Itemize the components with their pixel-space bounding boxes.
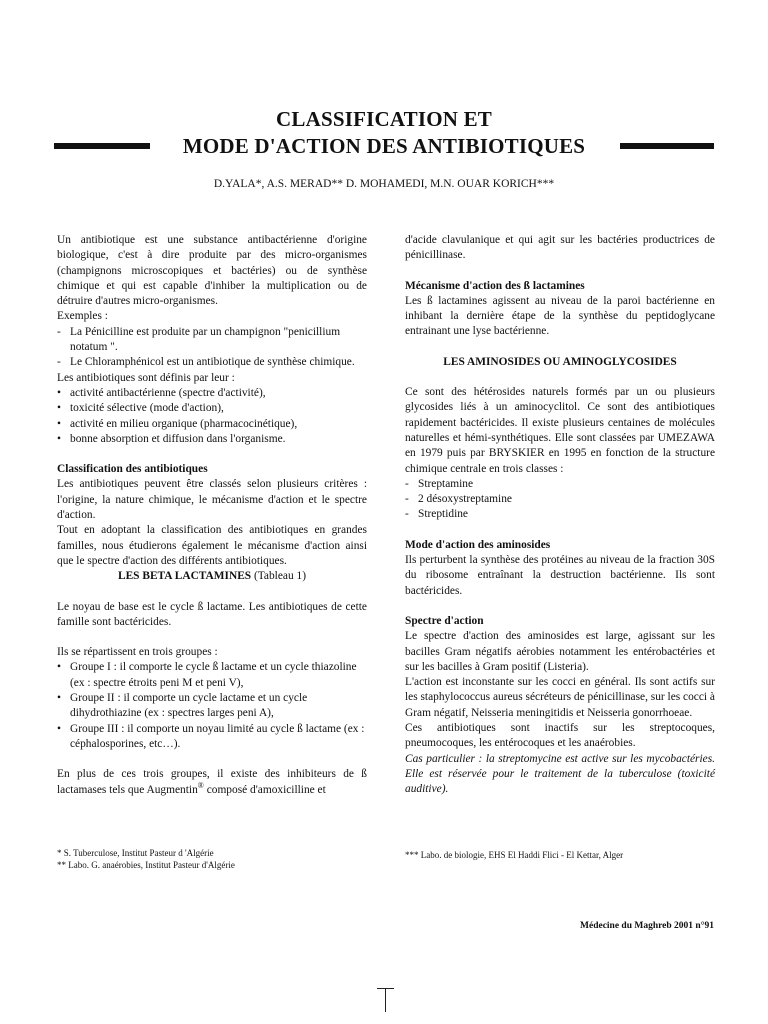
list-item: • toxicité sélective (mode d'action), [57, 401, 367, 416]
crop-mark [377, 988, 394, 989]
list-item: • Groupe III : il comporte un noyau limité au cycle ß lactame (ex : céphalosporines, etc…). [57, 722, 367, 753]
right-column [405, 233, 715, 798]
left-column [57, 233, 367, 798]
registered-mark: ® [197, 780, 204, 790]
inhibitors-paragraph [57, 767, 367, 798]
list-item: • Groupe II : il comporte un cycle lactame et un cycle dihydrothiazine (ex : spectres larges peni A), [57, 691, 367, 722]
spectre-heading: Spectre d'action [405, 614, 484, 627]
mechanism-paragraph: Les ß lactamines agissent au niveau de la paroi bactérienne en inhibant la dernière étape de la synthèse du peptidoglycane entrainant une lyse bactérienne. [405, 294, 715, 338]
spectre-paragraph-1: Le spectre d'action des aminosides est large, agissant sur les bacilles Gram négatifs aérobies notamment les entérobactéries et sur les bacilles à Gram positif (Listeria). [405, 630, 715, 673]
mode-paragraph: Ils perturbent la synthèse des protéines au niveau de la fraction 30S du ribosome entraînant la destruction bactérienne. Ils sont bactéricides. [405, 554, 715, 597]
classes-list [405, 477, 715, 523]
footnote-left-2: ** Labo. G. anaérobies, Institut Pasteur d'Algérie [57, 860, 235, 870]
defined-intro: Les antibiotiques sont définis par leur : [57, 371, 235, 384]
mode-heading: Mode d'action des aminosides [405, 538, 551, 551]
footnote-right-1: *** Labo. de biologie, EHS El Haddi Flici - El Kettar, Alger [405, 850, 624, 860]
classification-paragraph-1: Les antibiotiques peuvent être classés selon plusieurs critères : l'origine, la nature chimique, le mécanisme d'action et le spectre d'action. [57, 478, 367, 522]
list-item: - Le Chloramphénicol est un antibiotique de synthèse chimique. [57, 355, 367, 370]
intro-paragraph: Un antibiotique est une substance antibactérienne d'origine biologique, c'est à dire produite par des micro-organismes (champignons microscopiques et bactéries) ou de synthèse chimique et qui est capable d'inhiber la multiplication ou de détruire d'autres micro-organismes. [57, 234, 367, 308]
list-item: • Groupe I : il comporte le cycle ß lactame et un cycle thiazoline (ex : spectre étroits peni M et peni V), [57, 660, 367, 691]
title-rule-left [54, 143, 150, 149]
list-item: • activité en milieu organique (pharmacocinétique), [57, 417, 367, 432]
defined-list [57, 386, 367, 447]
classification-paragraph-2: Tout en adoptant la classification des antibiotiques en grandes familles, nous étudierons également le mécanisme d'action ainsi que le spectre d'action des différents antibiotiques. [57, 524, 367, 567]
groups-list [57, 660, 367, 752]
examples-label: Exemples : [57, 310, 108, 323]
groups-intro: Ils se répartissent en trois groupes : [57, 646, 218, 659]
mechanism-heading: Mécanisme d'action des ß lactamines [405, 279, 585, 292]
list-item: • bonne absorption et diffusion dans l'organisme. [57, 432, 367, 447]
journal-reference: Médecine du Maghreb 2001 n°91 [580, 921, 714, 931]
continuation-paragraph: d'acide clavulanique et qui agit sur les bactéries productrices de pénicillinase. [405, 234, 715, 262]
classification-heading: Classification des antibiotiques [57, 463, 208, 476]
aminosides-heading: LES AMINOSIDES OU AMINOGLYCOSIDES [443, 355, 677, 368]
title-line-1: CLASSIFICATION ET [276, 107, 492, 131]
authors: D.YALA*, A.S. MERAD** D. MOHAMEDI, M.N. OUAR KORICH*** [213, 178, 555, 190]
beta-heading-ref: (Tableau 1) [251, 570, 306, 583]
spectre-paragraph-3: Ces antibiotiques sont inactifs sur les streptocoques, pneumocoques, les entérocoques et les anaérobies. [405, 722, 715, 750]
crop-mark [385, 988, 386, 1012]
list-item: - 2 désoxystreptamine [405, 492, 715, 507]
list-item: - Streptidine [405, 507, 715, 522]
title-rule-right [620, 143, 714, 149]
list-item: - Streptamine [405, 477, 715, 492]
beta-heading-title: LES BETA LACTAMINES [117, 570, 252, 583]
footnote-left-1: * S. Tuberculose, Institut Pasteur d 'Algérie [57, 848, 214, 858]
examples-list [57, 325, 367, 371]
beta-paragraph: Le noyau de base est le cycle ß lactame. Les antibiotiques de cette famille sont bactéricides. [57, 600, 367, 628]
inhibitors-text-start: En plus de ces trois groupes, il existe des inhibiteurs de ß lactamases tels que Augmentin [57, 768, 367, 796]
beta-heading [57, 569, 367, 584]
inhibitors-text-end: composé d'amoxicilline et [203, 783, 326, 796]
spectre-paragraph-2: L'action est inconstante sur les cocci en général. Ils sont actifs sur les staphylococcus aureus sécréteurs de pénicillinase, sur les cocci à Gram négatif, Neisseria meningitidis et Neisseria gonorrhoeae. [405, 676, 715, 719]
list-item: - La Pénicilline est produite par un champignon "penicillium notatum ". [57, 325, 367, 356]
title-block [0, 106, 768, 160]
title-line-2: MODE D'ACTION DES ANTIBIOTIQUES [182, 134, 586, 158]
list-item: • activité antibactérienne (spectre d'activité), [57, 386, 367, 401]
spectre-special-case: Cas particulier : la streptomycine est active sur les mycobactéries. Elle est réservée pour le traitement de la tuberculose (toxicité auditive). [405, 752, 715, 796]
aminosides-paragraph: Ce sont des hétérosides naturels formés par un ou plusieurs glycosides liés à un aminocyclitol. Ce sont des antibiotiques rapidement bactéricides. Il existe plusieurs centaines de molécules naturelles et hémi-synthétiques. Elle sont classées par UMEZAWA en 1979 puis par BRYSKIER en 1995 en fonction de la structure chimique centrale en trois classes : [405, 386, 715, 475]
